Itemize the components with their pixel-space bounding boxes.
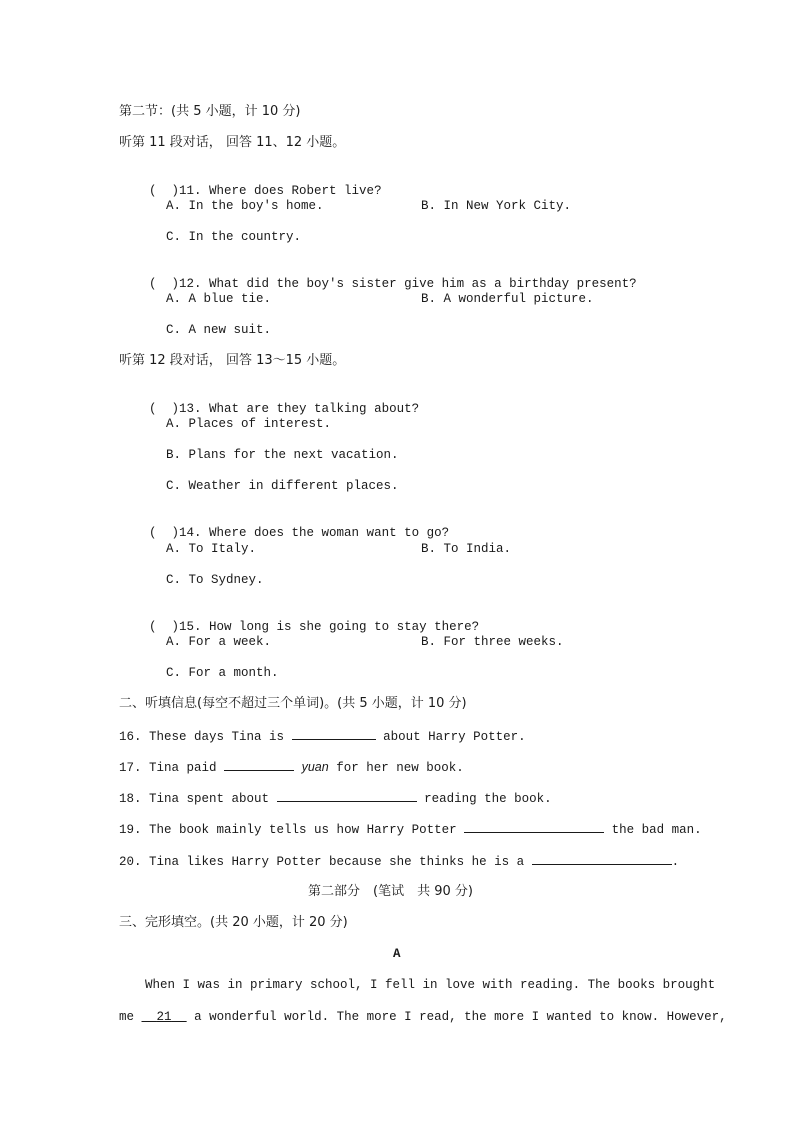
option-13c: C. Weather in different places. xyxy=(166,479,399,493)
fill-16 xyxy=(119,728,526,745)
fill-pre: Tina spent about xyxy=(149,792,270,806)
option-12c: C. A new suit. xyxy=(166,323,272,337)
fill-post: the bad man. xyxy=(611,823,702,837)
answer-paren[interactable]: ( ) xyxy=(149,526,180,540)
answer-paren[interactable]: ( ) xyxy=(149,184,180,198)
question-stem: 13. What are they talking about? xyxy=(179,402,420,416)
fill-post: reading the book. xyxy=(424,792,552,806)
cloze-blank-21[interactable]: __21__ xyxy=(141,1010,187,1024)
option-14b: B. To India. xyxy=(421,542,512,556)
option-13b: B. Plans for the next vacation. xyxy=(166,448,399,462)
passage-text: me xyxy=(119,1010,135,1024)
fill-number: 17. xyxy=(119,761,142,775)
passage-label: A xyxy=(393,947,401,961)
option-15a: A. For a week. xyxy=(166,635,272,649)
fill-20-blank[interactable] xyxy=(532,853,672,865)
passage-line-2 xyxy=(119,1009,727,1025)
option-11b: B. In New York City. xyxy=(421,199,572,213)
cloze-number: 21 xyxy=(156,1010,172,1024)
dialog-11-intro: 听第 11 段对话， 回答 11、12 小题。 xyxy=(119,135,346,150)
fill-post: for her new book. xyxy=(336,761,464,775)
fill-17-blank[interactable] xyxy=(224,759,294,771)
answer-paren[interactable]: ( ) xyxy=(149,620,180,634)
fill-number: 16. xyxy=(119,730,142,744)
fill-pre: The book mainly tells us how Harry Potter xyxy=(149,823,457,837)
question-stem: 12. What did the boy's sister give him as a birthday present? xyxy=(179,277,637,291)
option-11a: A. In the boy's home. xyxy=(166,199,324,213)
fill-16-blank[interactable] xyxy=(292,728,376,740)
question-stem: 14. Where does the woman want to go? xyxy=(179,526,450,540)
fill-pre: These days Tina is xyxy=(149,730,285,744)
answer-paren[interactable]: ( ) xyxy=(149,402,180,416)
fill-number: 19. xyxy=(119,823,142,837)
fill-18 xyxy=(119,790,552,807)
passage-text: a wonderful world. The more I read, the more I wanted to know. However, xyxy=(194,1010,727,1024)
fill-unit: yuan xyxy=(301,760,329,774)
part2-header: 二、听填信息(每空不超过三个单词)。(共 5 小题，计 10 分) xyxy=(119,696,467,711)
fill-19-blank[interactable] xyxy=(464,821,604,833)
option-14a: A. To Italy. xyxy=(166,542,257,556)
passage-line-1: When I was in primary school, I fell in love with reading. The books brought xyxy=(145,978,716,992)
fill-18-blank[interactable] xyxy=(277,790,417,802)
option-15b: B. For three weeks. xyxy=(421,635,564,649)
fill-post: . xyxy=(671,855,680,869)
fill-17 xyxy=(119,759,464,776)
option-12b: B. A wonderful picture. xyxy=(421,292,594,306)
part3-header: 三、完形填空。(共 20 小题，计 20 分) xyxy=(119,915,348,930)
written-part-title: 第二部分 (笔试 共 90 分) xyxy=(308,884,473,899)
fill-19 xyxy=(119,821,702,838)
section2-header: 第二节：(共 5 小题，计 10 分) xyxy=(119,104,301,119)
fill-number: 20. xyxy=(119,855,142,869)
option-13a: A. Places of interest. xyxy=(166,417,332,431)
option-12a: A. A blue tie. xyxy=(166,292,272,306)
fill-20 xyxy=(119,853,679,870)
fill-number: 18. xyxy=(119,792,142,806)
fill-post: about Harry Potter. xyxy=(383,730,526,744)
fill-pre: Tina likes Harry Potter because she thinks he is a xyxy=(149,855,525,869)
option-11c: C. In the country. xyxy=(166,230,302,244)
option-15c: C. For a month. xyxy=(166,666,279,680)
dialog-12-intro: 听第 12 段对话， 回答 13～15 小题。 xyxy=(119,353,346,368)
question-stem: 15. How long is she going to stay there? xyxy=(179,620,480,634)
fill-pre: Tina paid xyxy=(149,761,217,775)
option-14c: C. To Sydney. xyxy=(166,573,264,587)
answer-paren[interactable]: ( ) xyxy=(149,277,180,291)
question-stem: 11. Where does Robert live? xyxy=(179,184,382,198)
